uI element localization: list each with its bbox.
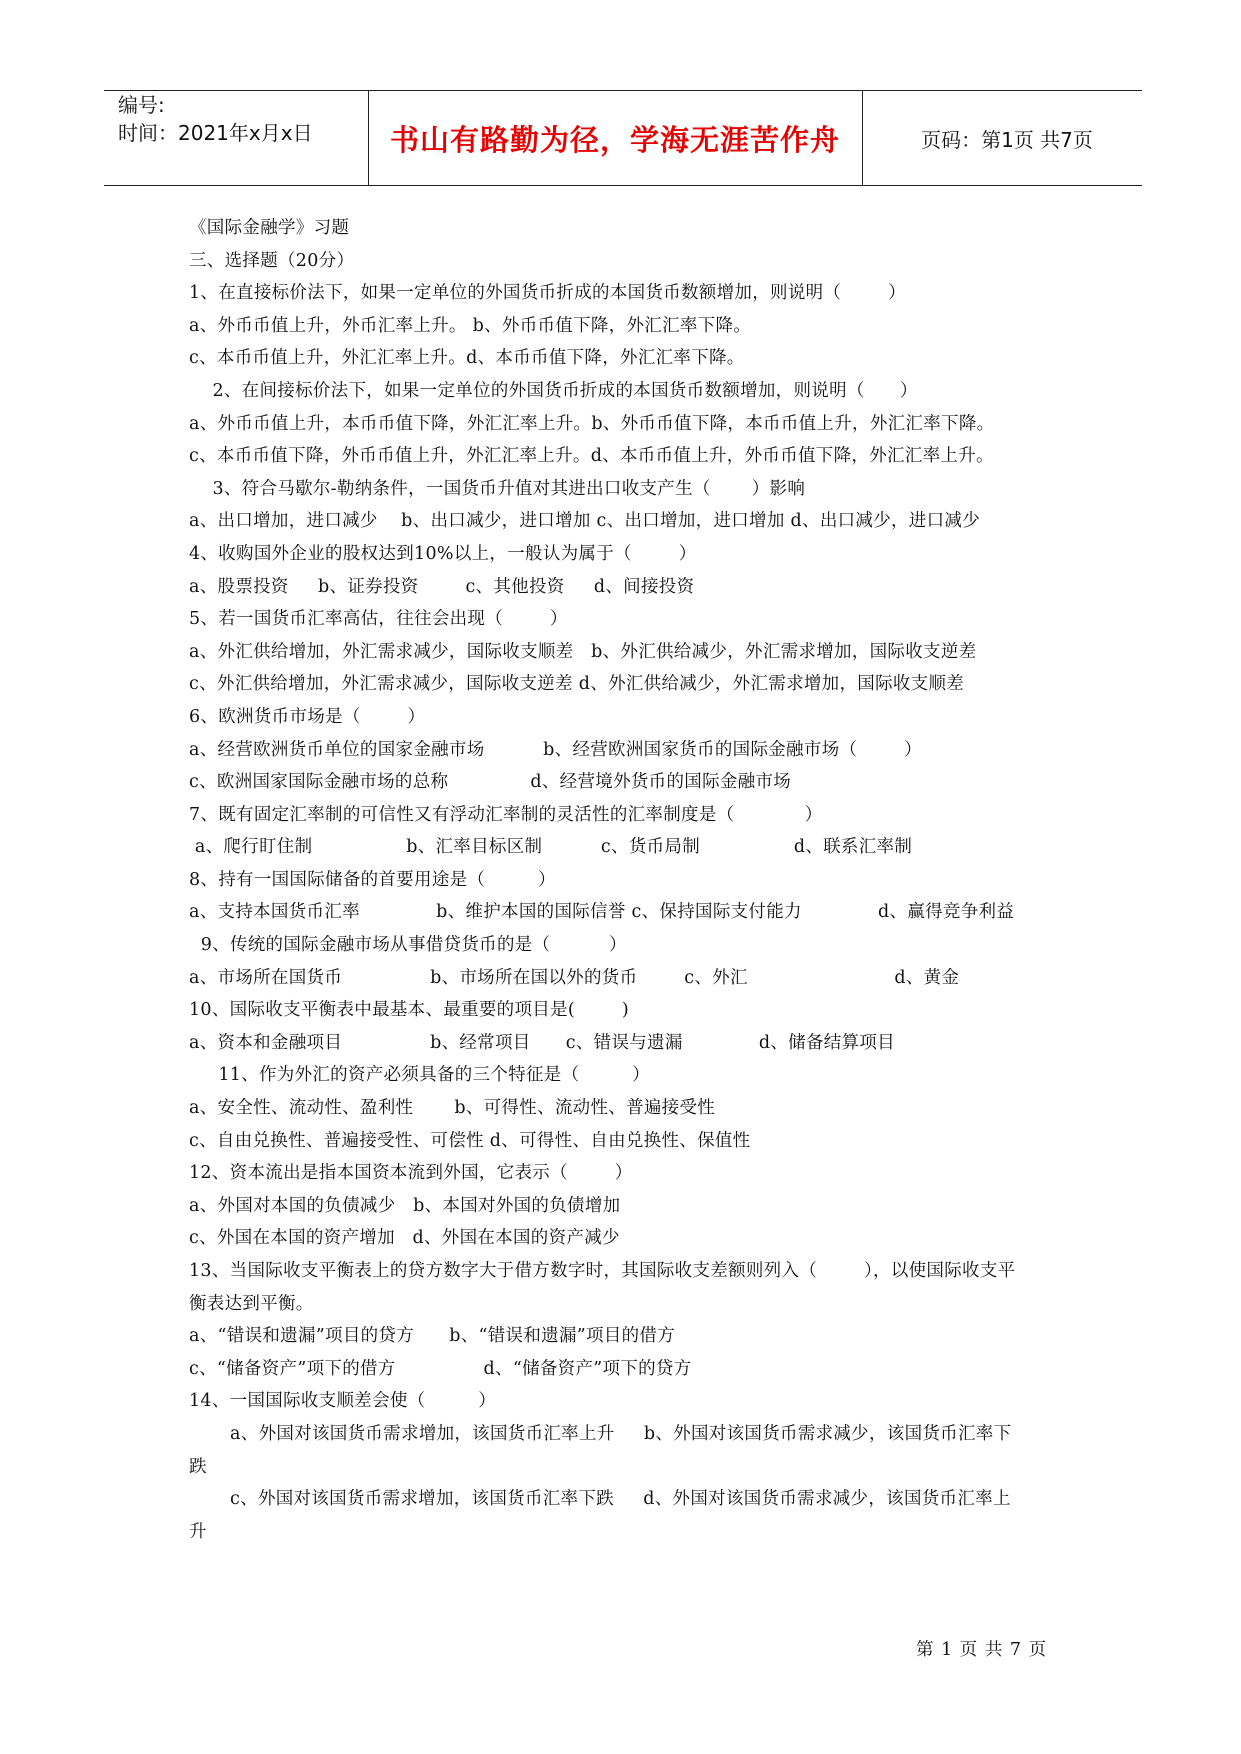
text-line: a、资本和金融项目 b、经常项目 c、错误与遗漏 d、储备结算项目 (189, 1032, 895, 1053)
header-divider (862, 91, 863, 185)
text-line: a、外国对本国的负债减少 b、本国对外国的负债增加 (189, 1195, 621, 1216)
text-line: 5、若一国货币汇率高估，往往会出现（ ） (189, 609, 568, 630)
page-footer: 第 1 页 共 7 页 (916, 1640, 1048, 1660)
text-line: c、本币币值下降，外币币值上升，外汇汇率上升。d、本币币值上升，外币币值下降，外汇汇率上升。 (189, 446, 994, 467)
text-line: c、自由兑换性、普遍接受性、可偿性 d、可得性、自由兑换性、保值性 (189, 1130, 751, 1151)
text-line: 1、在直接标价法下，如果一定单位的外国货币折成的本国货币数额增加，则说明（ ） (189, 283, 906, 304)
text-line: 跌 (189, 1456, 207, 1477)
text-line: 升 (189, 1521, 207, 1542)
text-line: a、外币币值上升，外币汇率上升。 b、外币币值下降，外汇汇率下降。 (189, 315, 752, 336)
text-line: 12、资本流出是指本国资本流到外国，它表示（ ） (189, 1163, 633, 1184)
text-line: a、外币币值上升，本币币值下降，外汇汇率上升。b、外币币值下降，本币币值上升，外汇汇率下降。 (189, 413, 995, 434)
text-line: 8、持有一国国际储备的首要用途是（ ） (189, 869, 556, 890)
text-line: a、股票投资 b、证券投资 c、其他投资 d、间接投资 (189, 576, 695, 597)
text-line: a、支持本国货币汇率 b、维护本国的国际信誉 c、保持国际支付能力 d、赢得竞争利益 (189, 902, 1015, 923)
text-line: 7、既有固定汇率制的可信性又有浮动汇率制的灵活性的汇率制度是（ ） (189, 804, 823, 825)
document-body (189, 212, 1061, 1548)
text-line: c、外国对该国货币需求增加，该国货币汇率下跌 d、外国对该国货币需求减少，该国货币汇率上 (189, 1489, 1011, 1510)
text-line: 10、国际收支平衡表中最基本、最重要的项目是( ) (189, 1000, 630, 1021)
text-line: a、经营欧洲货币单位的国家金融市场 b、经营欧洲国家货币的国际金融市场（ ） (189, 739, 922, 760)
text-line: c、外国在本国的资产增加 d、外国在本国的资产减少 (189, 1228, 620, 1249)
number-label: 编号: (118, 93, 165, 117)
text-line: a、外汇供给增加，外汇需求减少，国际收支顺差 b、外汇供给减少，外汇需求增加，国际收支逆差 (189, 641, 977, 662)
text-line: 14、一国国际收支顺差会使（ ） (189, 1391, 497, 1412)
time-label: 时间：2021年x月x日 (118, 121, 313, 145)
text-line: 13、当国际收支平衡表上的贷方数字大于借方数字时，其国际收支差额则列入（ ），以使国际收支平 (189, 1261, 1016, 1281)
header-page-number: 页码：第1页 共7页 (921, 127, 1093, 152)
text-line: a、市场所在国货币 b、市场所在国以外的货币 c、外汇 d、黄金 (189, 967, 960, 988)
text-line: 4、收购国外企业的股权达到10%以上，一般认为属于（ ） (189, 543, 697, 564)
text-line: 11、作为外汇的资产必须具备的三个特征是（ ） (189, 1065, 650, 1086)
text-line: c、本币币值上升，外汇汇率上升。d、本币币值下降，外汇汇率下降。 (189, 348, 745, 369)
text-line: c、“储备资产”项下的借方 d、“储备资产”项下的贷方 (189, 1358, 692, 1379)
text-line: a、安全性、流动性、盈利性 b、可得性、流动性、普遍接受性 (189, 1098, 716, 1119)
text-line: 3、符合马歇尔-勒纳条件，一国货币升值对其进出口收支产生（ ）影响 (189, 478, 806, 499)
text-line: 9、传统的国际金融市场从事借贷货币的是（ ） (189, 935, 627, 956)
header-motto: 书山有路勤为径，学海无涯苦作舟 (389, 122, 840, 157)
text-line: a、外国对该国货币需求增加，该国货币汇率上升 b、外国对该国货币需求减少，该国货币汇率下 (189, 1423, 1012, 1444)
text-line: c、外汇供给增加，外汇需求减少，国际收支逆差 d、外汇供给减少，外汇需求增加，国际收支顺差 (189, 674, 965, 695)
text-line: c、欧洲国家国际金融市场的总称 d、经营境外货币的国际金融市场 (189, 772, 792, 793)
text-line: a、出口增加，进口减少 b、出口减少，进口增加 c、出口增加，进口增加 d、出口减少，进口减少 (189, 511, 981, 532)
text-line: 2、在间接标价法下，如果一定单位的外国货币折成的本国货币数额增加，则说明（ ） (189, 380, 918, 401)
text-line: a、“错误和遗漏”项目的贷方 b、“错误和遗漏”项目的借方 (189, 1326, 675, 1347)
header-meta (118, 91, 313, 147)
text-line: 6、欧洲货币市场是（ ） (189, 706, 426, 727)
text-line: a、爬行盯住制 b、汇率目标区制 c、货币局制 d、联系汇率制 (189, 837, 913, 858)
page-header (104, 90, 1142, 186)
text-line: 衡表达到平衡。 (189, 1293, 314, 1314)
text-line: 《国际金融学》习题 (189, 218, 350, 238)
text-line: 三、选择题（20分） (189, 250, 355, 271)
